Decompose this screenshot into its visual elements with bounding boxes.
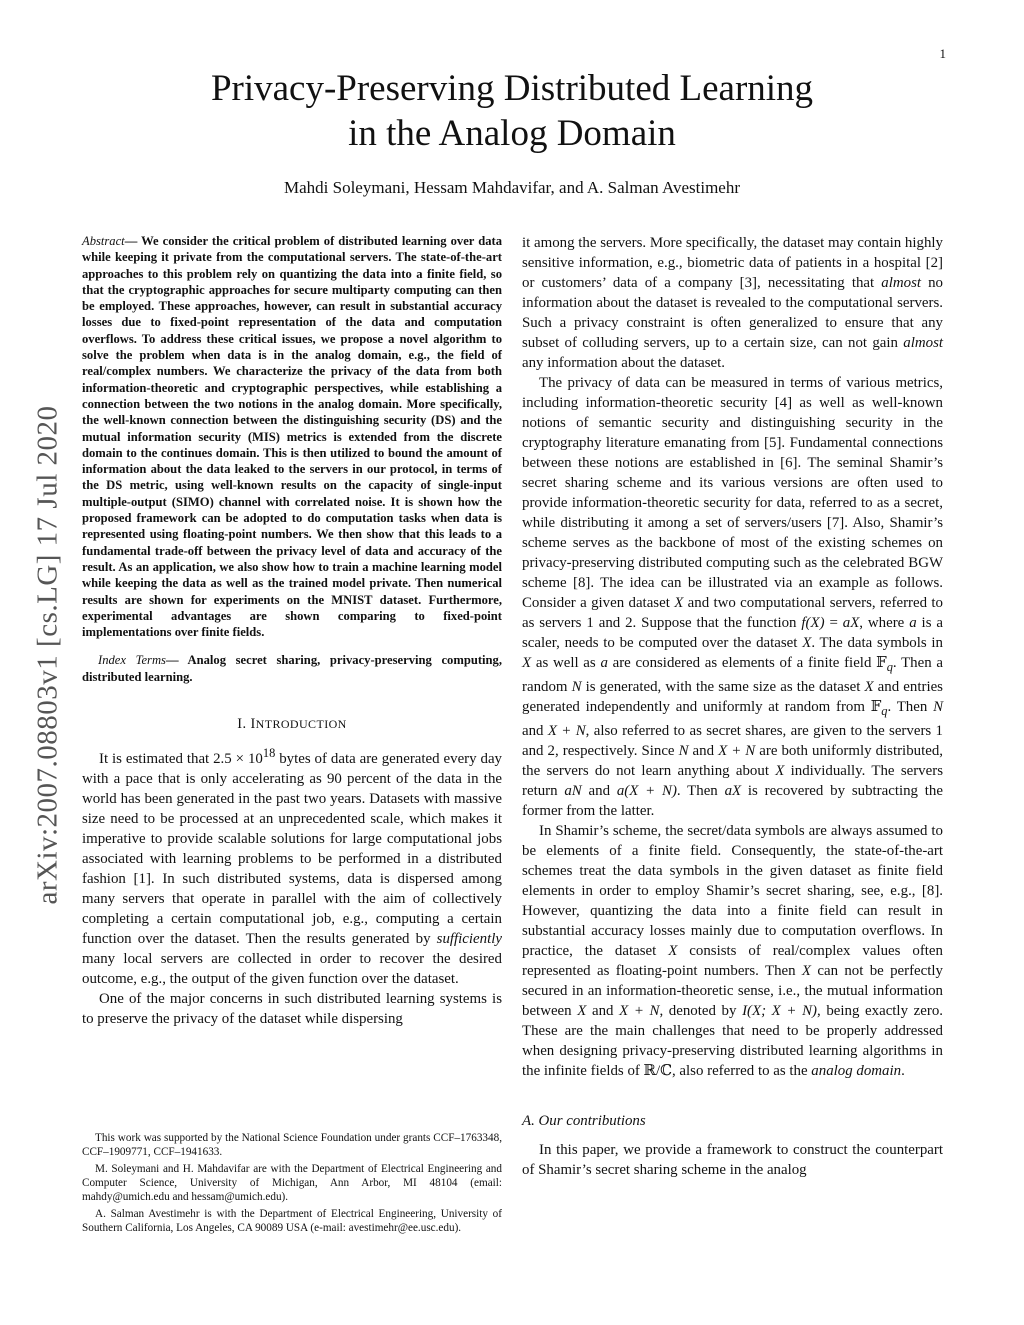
math-symbol: X xyxy=(522,655,532,671)
math-symbol: X xyxy=(668,942,678,959)
math-symbol: X xyxy=(802,635,812,651)
p3-text: . xyxy=(901,1062,905,1079)
arxiv-identifier-text: arXiv:2007.08803v1 [cs.LG] 17 Jul 2020 xyxy=(31,405,64,905)
math-symbol: N xyxy=(678,742,689,759)
p2-text: is recovered by subtracting the former from the latter. xyxy=(522,782,943,819)
math-symbol: q xyxy=(886,659,893,674)
p2-text: and xyxy=(581,782,617,799)
intro-p1-text-b: bytes of data are generated every day with a pace that is only accelerating as 90 percent of the data in the world has been generated in the past two years. Datasets with massive size need to be processed at an unprecedented scale, which makes it imperative to provide scalable solutions for large computational jobs associated with learning problems to be performed in a distributed fashion [1]. In such distributed systems, data is dispersed among many servers that operate in parallel with the aim of collectively completing a certain computational job, e.g., computing a certain function over the dataset. Then the results generated by xyxy=(82,750,503,947)
right-paragraph-1 xyxy=(522,233,943,373)
paper-title xyxy=(0,66,1024,156)
math-symbol: N xyxy=(571,678,582,695)
p3-text: In Shamir’s scheme, the secret/data symbols are always assumed to be elements of a finite field. Consequently, the state-of-the-art schemes treat the data symbols in the given dataset as finite field elements in order to employ Shamir’s secret sharing, see, e.g., [8]. However, quantizing the data into a finite field can result in substantial accuracy losses mainly due to computation overflows. In practice, the dataset xyxy=(522,822,943,959)
math-symbol: 𝔽 xyxy=(876,655,887,671)
p2-text: . Then xyxy=(676,782,725,799)
right-p1-text-b: no information about the dataset is revealed to the computational servers. Such a privacy constraint is often generalized to ensure that any subset of colluding servers, up to a certain size, can not gain xyxy=(522,275,943,351)
right-p1-text-c: any information about the dataset. xyxy=(522,355,726,371)
math-symbol: a xyxy=(600,655,608,671)
right-column xyxy=(522,233,943,1180)
author-list: Mahdi Soleymani, Hessam Mahdavifar, and A. Salman Avestimehr xyxy=(283,178,741,197)
math-symbol: X xyxy=(577,1002,587,1019)
paper-title-line-1: Privacy-Preserving Distributed Learning xyxy=(210,68,814,109)
p3-text: can not be perfectly secured in an information-theoretic sense, i.e., the mutual information between xyxy=(522,962,943,1019)
math-symbol: I(X; X + N) xyxy=(742,1002,817,1019)
p3-text: , denoted by xyxy=(659,1002,743,1019)
p2-text: . Then xyxy=(887,698,934,715)
right-p1-text-a: it among the servers. More specifically, the dataset may contain highly sensitive information, e.g., biometric data of patients in a hospital [2] or customers’ data of a company [3], necessitating that xyxy=(522,235,943,291)
math-symbol: X xyxy=(801,962,812,979)
p2-text: and xyxy=(522,722,548,739)
p2-text: is a scaler, needs to be computed over the dataset xyxy=(522,615,943,651)
math-symbol: X xyxy=(674,595,684,611)
abstract-label: Abstract xyxy=(82,234,125,248)
arxiv-identifier xyxy=(30,365,66,945)
p2-text: . The data symbols in xyxy=(811,635,943,651)
left-column xyxy=(82,233,502,1029)
section-heading-name: NTRODUCTION xyxy=(255,717,347,732)
index-terms-label: Index Terms xyxy=(98,653,166,668)
footnote-funding: This work was supported by the National Science Foundation under grants CCF–1763348, CCF–1909771, CCF–1941633. xyxy=(82,1132,502,1158)
abstract xyxy=(82,233,502,640)
footnote-affiliation-umich: M. Soleymani and H. Mahdavifar are with the Department of Electrical Engineering and Computer Science, University of Michigan, Ann Arbor, MI 48104 (email: mahdy@umich.edu and hessam@umich.edu). xyxy=(82,1163,502,1203)
p2-text: and entries generated independently and uniformly at random from xyxy=(522,678,943,715)
subsection-heading-contributions: A. Our contributions xyxy=(522,1112,646,1129)
intro-paragraph-1 xyxy=(82,743,502,989)
footnote-affiliation-usc: A. Salman Avestimehr is with the Department of Electrical Engineering, University of Southern California, Los Angeles, CA 90089 USA (e-mail: avestimehr@ee.usc.edu). xyxy=(82,1208,502,1234)
p2-text: and two computational servers, referred to as servers 1 and 2. Suppose that the function xyxy=(522,595,943,631)
intro-p1-emphasis: sufficiently xyxy=(436,930,502,947)
math-symbol: X xyxy=(864,678,874,695)
p3-text: , being exactly zero. These are the main challenges that need to be properly addressed when designing privacy-preserving distributed learning algorithms in the infinite fields of xyxy=(522,1002,943,1079)
intro-p1-exponent: 18 xyxy=(262,746,276,761)
math-symbol: ℝ/ℂ xyxy=(643,1062,672,1079)
math-symbol: N xyxy=(933,698,943,715)
math-symbol: q xyxy=(881,703,888,718)
intro-p1-text-a: It is estimated that 2.5 × 10 xyxy=(99,750,263,767)
contributions-paragraph: In this paper, we provide a framework to construct the counterpart of Shamir’s secret sharing scheme in the analog xyxy=(522,1141,943,1178)
math-symbol: = xyxy=(824,615,843,631)
math-symbol: X + N xyxy=(718,742,756,759)
math-symbol: X xyxy=(775,762,785,779)
intro-p1-text-c: many local servers are collected in order to recover the desired outcome, e.g., the output of the given function over the dataset. xyxy=(82,950,502,987)
p3-emphasis: analog domain xyxy=(811,1062,902,1079)
p2-text: , where xyxy=(859,615,910,631)
math-symbol: X + N xyxy=(619,1002,660,1019)
p2-text: as well as xyxy=(531,655,601,671)
math-symbol: 𝔽 xyxy=(870,698,882,715)
math-symbol: aX xyxy=(724,782,742,799)
math-symbol: f(X) xyxy=(801,615,825,631)
p2-text: individually. The servers return xyxy=(522,762,943,799)
right-paragraph-3 xyxy=(522,821,943,1081)
p2-text: . Then a random xyxy=(522,655,943,695)
abstract-text: — We consider the critical problem of distributed learning over data while keeping it private from the computational servers. The state-of-the-art approaches to this problem rely on quantizing the data into a finite field, so that the cryptographic approaches for secure multiparty computing can then be employed. These approaches, however, can result in substantial accuracy losses due to fixed-point representation of the data and computation overflows. To address these critical issues, we propose a novel algorithm to solve the problem when data is in the analog domain, e.g., the field of real/complex numbers. We characterize the privacy of the data from both information-theoretic and cryptographic perspectives, while establishing a connection between the two notions in the analog domain. More specifically, the well-known connection between the distinguishing security (DS) and the mutual information security (MIS) metrics is extended from the discrete domain to the continues domain. This is then utilized to bound the amount of information about the data leaked to the servers in our protocol, in terms of the DS metric, using well-known results on the capacity of single-input multiple-output (SIMO) channel with correlated noise. It is shown how the proposed framework can be adopted to do computation tasks when data is represented using floating-point numbers. We then show that this leads to a fundamental trade-off between the privacy level of data and accuracy of the result. As an application, we also show how to train a machine learning model while keeping the data as well as the trained model private. Then numerical results are shown for experiments on the MNIST dataset. Furthermore, experimental advantages are shown comparing to fixed-point implementations over finite fields. xyxy=(82,234,502,640)
p2-text: are both uniformly distributed, the servers do not learn anything about xyxy=(522,742,944,779)
section-heading-numeral: I. I xyxy=(237,716,256,733)
intro-paragraph-2: One of the major concerns in such distributed learning systems is to preserve the privacy of the dataset while dispersing xyxy=(82,990,502,1027)
p2-text: and xyxy=(688,742,719,759)
math-symbol: aN xyxy=(564,782,582,799)
math-symbol: X + N xyxy=(547,722,586,739)
p2-text: are considered as elements of a finite field xyxy=(607,655,877,671)
footnotes xyxy=(82,1131,502,1238)
p3-text: , also referred to as the xyxy=(671,1062,812,1079)
section-heading-introduction xyxy=(82,716,502,733)
paper-title-line-2: in the Analog Domain xyxy=(348,113,676,154)
p2-text: is generated, with the same size as the dataset xyxy=(581,678,865,695)
p2-text: The privacy of data can be measured in terms of various metrics, including information-theoretic security [4] as well as well-known notions of semantic security and distinguishing security in the cryptography literature emanating from [5]. Fundamental connections between these notions are established in [6]. The seminal Shamir’s secret sharing scheme and its various versions are often used to provide information-theoretic security for data, referred to as a secret, while distributing it among a set of servers/users [7]. Also, Shamir’s scheme serves as the backbone of most of the existing schemes on privacy-preserving distributed computing such as the celebrated BGW scheme [8]. The idea can be illustrated via an example as follows. Consider a given dataset xyxy=(522,375,943,611)
index-terms xyxy=(82,652,502,685)
index-terms-text: — Analog secret sharing, privacy-preserving computing, distributed learning. xyxy=(82,653,502,684)
right-p1-emphasis-1: almost xyxy=(881,275,921,291)
page-number: 1 xyxy=(939,46,946,61)
right-p1-emphasis-2: almost xyxy=(903,335,943,351)
p2-text: , also referred to as secret shares, are given to the servers 1 and 2, respectively. Since xyxy=(522,722,943,759)
p3-text: and xyxy=(586,1002,620,1019)
right-paragraph-2 xyxy=(522,373,943,821)
math-symbol: a xyxy=(909,615,917,631)
math-symbol: a(X + N) xyxy=(616,782,677,799)
p3-text: consists of real/complex values often represented as floating-point numbers. Then xyxy=(522,942,943,979)
math-symbol: aX xyxy=(842,615,860,631)
